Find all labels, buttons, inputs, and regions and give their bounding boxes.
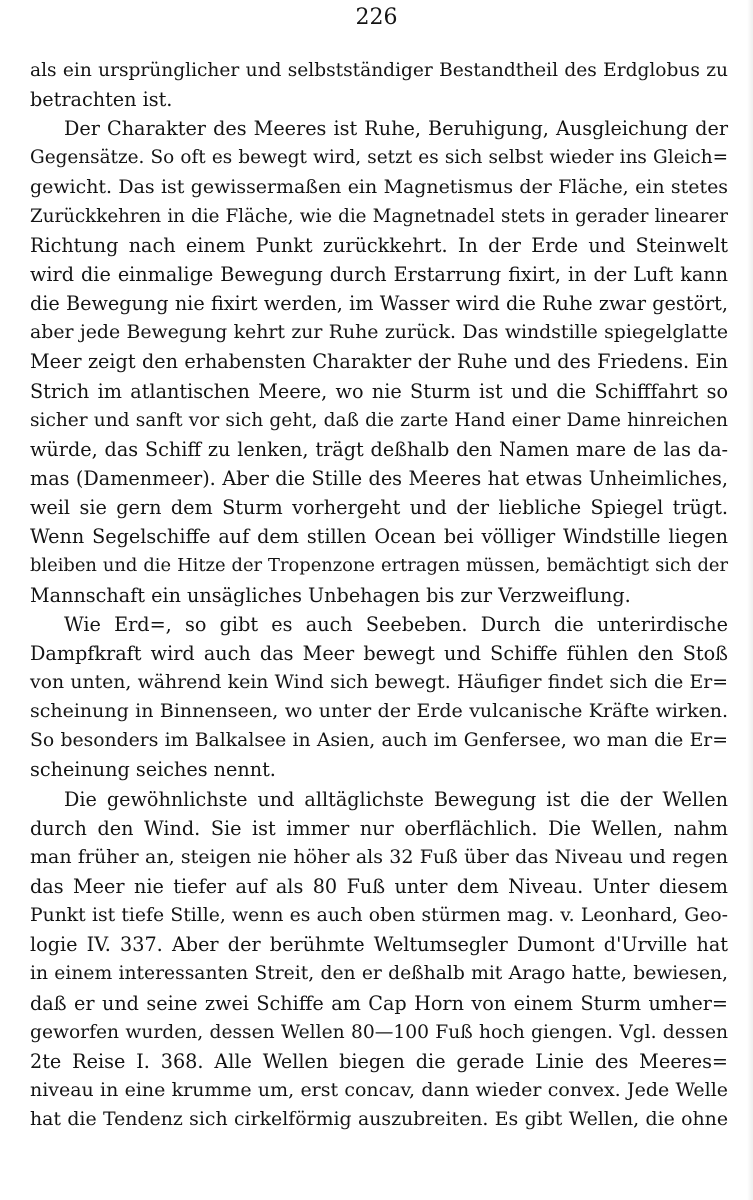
text-line: gewicht. Das ist gewissermaßen ein Magnetismus der Fläche, ein stetes bbox=[30, 175, 728, 198]
text-line: daß er und seine zwei Schiffe am Cap Horn von einem Sturm umher= bbox=[30, 991, 728, 1015]
text-line: man früher an, steigen nie höher als 32 Fuß über das Niveau und regen bbox=[30, 845, 728, 868]
text-line: betrachten ist. bbox=[30, 88, 173, 112]
text-line: 2te Reise I. 368. Alle Wellen biegen die gerade Linie des Meeres= bbox=[30, 1049, 728, 1073]
text-line: scheinung seiches nennt. bbox=[30, 758, 276, 782]
text-line: Wenn Segelschiffe auf dem stillen Ocean bei völliger Windstille liegen bbox=[30, 525, 728, 549]
text-line: Richtung nach einem Punkt zurückkehrt. In der Erde und Steinwelt bbox=[30, 233, 728, 257]
text-line: sicher und sanft vor sich geht, daß die zarte Hand einer Dame hinreichen bbox=[30, 409, 728, 431]
text-line: So besonders im Balkalsee in Asien, auch im Genfersee, wo man die Er= bbox=[30, 730, 728, 752]
body-text bbox=[30, 56, 728, 1134]
text-line: Dampfkraft wird auch das Meer bewegt und Schiffe fühlen den Stoß bbox=[30, 641, 728, 665]
text-line: in einem interessanten Streit, den er deßhalb mit Arago hatte, bewiesen, bbox=[30, 963, 728, 985]
text-line: Gegensätze. So oft es bewegt wird, setzt es sich selbst wieder ins Gleich= bbox=[30, 147, 728, 169]
text-line: aber jede Bewegung kehrt zur Ruhe zurück. Das windstille spiegelglatte bbox=[30, 321, 728, 344]
text-line: niveau in eine krumme um, erst concav, dann wieder convex. Jede Welle bbox=[30, 1078, 728, 1101]
text-line: durch den Wind. Sie ist immer nur oberflächlich. Die Wellen, nahm bbox=[30, 816, 728, 840]
text-line: Der Charakter des Meeres ist Ruhe, Beruhigung, Ausgleichung der bbox=[64, 117, 728, 141]
text-line: Meer zeigt den erhabensten Charakter der Ruhe und des Friedens. Ein bbox=[30, 350, 728, 374]
text-line: geworfen wurden, dessen Wellen 80—100 Fuß hoch giengen. Vgl. dessen bbox=[30, 1021, 728, 1043]
text-line: hat die Tendenz sich cirkelförmig auszubreiten. Es gibt Wellen, die ohne bbox=[30, 1108, 728, 1131]
text-line: würde, das Schiff zu lenken, trägt deßhalb den Namen mare de las da- bbox=[30, 437, 728, 461]
text-line: als ein ursprünglicher und selbstständiger Bestandtheil des Erdglobus zu bbox=[30, 60, 728, 81]
text-line: die Bewegung nie fixirt werden, im Wasser wird die Ruhe zwar gestört, bbox=[30, 292, 728, 316]
text-line: wird die einmalige Bewegung durch Erstarrung fixirt, in der Luft kann bbox=[30, 262, 728, 286]
text-line: Zurückkehren in die Fläche, wie die Magnetnadel stets in gerader linearer bbox=[30, 205, 728, 227]
text-line: Die gewöhnlichste und alltäglichste Bewegung ist die der Wellen bbox=[64, 787, 728, 811]
text-line: scheinung in Binnenseen, wo unter der Erde vulcanische Kräfte wirken. bbox=[30, 700, 728, 723]
page-edge-shadow bbox=[747, 0, 753, 1200]
text-line: weil sie gern dem Sturm vorhergeht und der liebliche Spiegel trügt. bbox=[30, 496, 728, 520]
text-line: das Meer nie tiefer auf als 80 Fuß unter dem Niveau. Unter diesem bbox=[30, 874, 728, 898]
text-line: Punkt ist tiefe Stille, wenn es auch oben stürmen mag. v. Leonhard, Geo- bbox=[30, 905, 728, 927]
text-line: Strich im atlantischen Meere, wo nie Sturm ist und die Schifffahrt so bbox=[30, 379, 728, 403]
text-line: bleiben und die Hitze der Tropenzone ertragen müssen, bemächtigt sich der bbox=[30, 555, 728, 577]
text-line: logie IV. 337. Aber der berühmte Weltumsegler Dumont d'Urville hat bbox=[30, 933, 728, 957]
text-line: Mannschaft ein unsägliches Unbehagen bis zur Verzweiflung. bbox=[30, 583, 631, 607]
text-line: von unten, während kein Wind sich bewegt. Häufiger findet sich die Er= bbox=[30, 671, 728, 693]
page-number: 226 bbox=[355, 5, 398, 30]
text-line: Wie Erd=, so gibt es auch Seebeben. Durch die unterirdische bbox=[64, 612, 728, 636]
text-line: mas (Damenmeer). Aber die Stille des Meeres hat etwas Unheimliches, bbox=[30, 466, 728, 490]
